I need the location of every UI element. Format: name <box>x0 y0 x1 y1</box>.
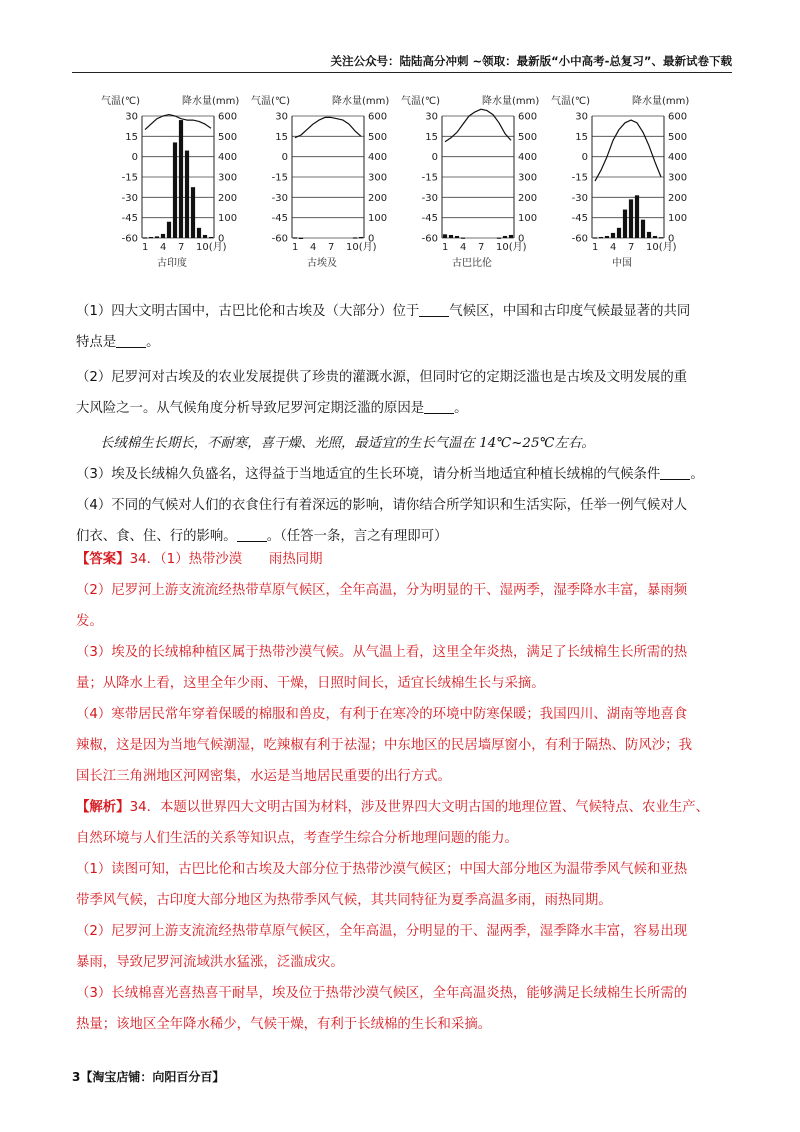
answer-tag: 【答案】 <box>76 552 130 567</box>
precip-tick-label: 100 <box>668 213 688 225</box>
q1-blank-2 <box>116 333 146 348</box>
precip-tick-label: 300 <box>218 172 238 184</box>
precip-tick-label: 300 <box>518 172 538 184</box>
temp-tick-label: 15 <box>575 131 588 143</box>
month-tick-label: 4 <box>460 242 467 253</box>
precip-tick-label: 0 <box>668 233 675 245</box>
temp-tick-label: -45 <box>121 213 138 225</box>
temp-tick-label: -15 <box>271 172 288 184</box>
month-tick-label: 7 <box>628 242 635 253</box>
month-tick-label: 1 <box>292 242 299 253</box>
temp-tick-label: 30 <box>575 111 588 123</box>
precip-tick-label: 600 <box>518 111 538 123</box>
temp-tick-label: 0 <box>281 152 288 164</box>
temp-tick-label: -60 <box>421 233 438 245</box>
precipitation-bar <box>173 142 177 238</box>
precipitation-axis-label: 降水量(mm) <box>632 96 690 107</box>
precip-tick-label: 0 <box>218 233 225 245</box>
analysis-1-line-1: （1）读图可知，古巴比伦和古埃及大部分位于热带沙漠气候区；中国大部分地区为温带季风气候和亚热 <box>76 862 688 877</box>
q1-text-end: 。 <box>146 335 160 350</box>
precip-tick-label: 500 <box>668 131 688 143</box>
answer-4-line-2: 辣椒，这是因为当地气候潮湿，吃辣椒有利于祛湿；中东地区的民居墙厚窗小，有利于隔热、防风沙；我 <box>76 738 692 753</box>
precip-tick-label: 200 <box>668 192 688 204</box>
analysis-line-1 <box>76 792 736 823</box>
precipitation-bar <box>293 237 297 238</box>
precipitation-bar <box>659 237 663 238</box>
temp-tick-label: 30 <box>275 111 288 123</box>
temperature-axis-label: 气温(℃) <box>250 96 290 107</box>
precipitation-bar <box>191 187 195 238</box>
analysis-1-line-2: 带季风气候，古印度大部分地区为热带季风气候，其共同特征为夏季高温多雨，雨热同期。 <box>76 893 612 908</box>
month-tick-label: 4 <box>160 242 167 253</box>
q4-blank <box>237 527 267 542</box>
month-tick-label: 4 <box>310 242 317 253</box>
precipitation-bar <box>593 237 597 238</box>
question-1-line-1 <box>76 296 736 327</box>
precipitation-bar <box>443 234 447 238</box>
answer-3-line-1: （3）埃及的长绒棉种植区属于热带沙漠气候。从气温上看，这里全年炎热，满足了长绒棉生长所需的热 <box>76 645 688 660</box>
precipitation-bar <box>611 233 615 238</box>
precipitation-bar <box>197 228 201 238</box>
temperature-line <box>295 117 361 137</box>
precipitation-bar <box>149 237 153 238</box>
temp-tick-label: -15 <box>571 172 588 184</box>
analysis-section <box>76 792 736 1040</box>
precipitation-bar <box>497 238 501 239</box>
month-tick-label: 7 <box>178 242 185 253</box>
q1-blank-1 <box>419 302 449 317</box>
temperature-axis-label: 气温(℃) <box>550 96 590 107</box>
answer-4-line-1: （4）寒带居民常年穿着保暖的棉服和兽皮，有利于在寒冷的环境中防寒保暖；我国四川、湖南等地喜食 <box>76 707 688 722</box>
analysis-text-1: 34．本题以世界四大文明古国为材料，涉及世界四大文明古国的地理位置、气候特点、农业生产、 <box>129 800 710 815</box>
precip-tick-label: 400 <box>218 152 238 164</box>
page-footer <box>72 1068 224 1085</box>
answer-3-line-2: 量；从降水上看，这里全年少雨、干燥，日照时间长，适宜长绒棉生长与采摘。 <box>76 676 545 691</box>
analysis-line-2: 自然环境与人们生活的关系等知识点，考查学生综合分析地理问题的能力。 <box>76 831 518 846</box>
precipitation-bar <box>599 237 603 238</box>
precip-tick-label: 400 <box>518 152 538 164</box>
temp-tick-label: -60 <box>571 233 588 245</box>
precipitation-bar <box>359 237 363 238</box>
temp-tick-label: 0 <box>131 152 138 164</box>
precipitation-bar <box>455 236 459 238</box>
precipitation-bar <box>635 195 639 238</box>
question-4-line-1: （4）不同的气候对人们的衣食住行有着深远的影响，请你结合所学知识和生活实际，任举一例气候对人 <box>76 498 688 513</box>
q2-blank <box>424 399 454 414</box>
precipitation-bar <box>653 236 657 238</box>
analysis-tag: 【解析】 <box>76 800 130 815</box>
question-2-line-2 <box>76 393 736 424</box>
month-tick-label: 10(月) <box>196 242 227 253</box>
precip-tick-label: 600 <box>668 111 688 123</box>
temp-tick-label: -15 <box>121 172 138 184</box>
answer-2-line-1: （2）尼罗河上游支流流经热带草原气候区，全年高温，分为明显的干、湿两季，湿季降水丰富，暴雨频 <box>76 583 688 598</box>
temp-tick-label: 0 <box>431 152 438 164</box>
precip-tick-label: 300 <box>668 172 688 184</box>
question-3 <box>76 459 736 490</box>
month-tick-label: 1 <box>592 242 599 253</box>
precipitation-bar <box>509 235 513 238</box>
chart-china <box>546 86 694 276</box>
precipitation-bar <box>629 199 633 238</box>
precipitation-bar <box>155 236 159 238</box>
chart-title: 古印度 <box>157 258 187 269</box>
temp-tick-label: -60 <box>271 233 288 245</box>
temp-tick-label: 30 <box>125 111 138 123</box>
precipitation-bar <box>641 220 645 238</box>
precipitation-bar <box>179 120 183 238</box>
chart-svg-2 <box>396 86 544 276</box>
precip-tick-label: 600 <box>368 111 388 123</box>
precipitation-bar <box>209 237 213 238</box>
q1-text-b: 气候区，中国和古印度气候最显著的共同 <box>449 304 691 319</box>
temp-tick-label: -45 <box>271 213 288 225</box>
material-note: 长绒棉生长期长，不耐寒，喜干燥、光照，最适宜的生长气温在 14℃~25℃左右。 <box>100 436 595 451</box>
precipitation-bar <box>623 210 627 238</box>
precipitation-bar <box>161 234 165 238</box>
q3-text-end: 。 <box>690 467 704 482</box>
precip-tick-label: 100 <box>218 213 238 225</box>
chart-ancient-india <box>96 86 244 276</box>
footer-text: 3【淘宝店铺：向阳百分百】 <box>72 1070 225 1084</box>
month-tick-label: 4 <box>610 242 617 253</box>
precipitation-bar <box>167 222 171 238</box>
q3-text: （3）埃及长绒棉久负盛名，这得益于当地适宜的生长环境，请分析当地适宜种植长绒棉的气候条件 <box>76 467 661 482</box>
precip-tick-label: 100 <box>518 213 538 225</box>
temp-tick-label: -45 <box>571 213 588 225</box>
chart-svg-1 <box>246 86 394 276</box>
chart-title: 古巴比伦 <box>452 258 492 269</box>
precip-tick-label: 600 <box>218 111 238 123</box>
analysis-2-line-1: （2）尼罗河上游支流流经热带草原气候区，全年高温，分明显的干、湿两季，湿季降水丰富，容易出现 <box>76 924 688 939</box>
chart-ancient-babylon <box>396 86 544 276</box>
month-tick-label: 7 <box>328 242 335 253</box>
precip-tick-label: 400 <box>368 152 388 164</box>
precipitation-bar <box>143 237 147 238</box>
chart-ancient-egypt <box>246 86 394 276</box>
temp-tick-label: -30 <box>571 192 588 204</box>
temperature-axis-label: 气温(℃) <box>400 96 440 107</box>
precipitation-bar <box>185 151 189 238</box>
page-header <box>72 52 732 73</box>
month-tick-label: 1 <box>142 242 149 253</box>
precip-tick-label: 500 <box>218 131 238 143</box>
q4-text-b: 们衣、食、住、行的影响。 <box>76 529 237 544</box>
temp-tick-label: -15 <box>421 172 438 184</box>
precip-tick-label: 100 <box>368 213 388 225</box>
temp-tick-label: -30 <box>121 192 138 204</box>
precip-tick-label: 0 <box>368 233 375 245</box>
q2-text-b: 大风险之一。从气候角度分析导致尼罗河定期泛滥的原因是 <box>76 401 425 416</box>
temp-tick-label: 0 <box>581 152 588 164</box>
precipitation-bar <box>605 236 609 238</box>
month-tick-label: 10(月) <box>346 242 377 253</box>
temp-tick-label: 15 <box>125 131 138 143</box>
precipitation-bar <box>299 238 303 239</box>
answer-section <box>76 544 736 792</box>
precip-tick-label: 500 <box>518 131 538 143</box>
question-2-line-1: （2）尼罗河对古埃及的农业发展提供了珍贵的灌溉水源，但同时它的定期泛滥也是古埃及文明发展的重 <box>76 370 688 385</box>
precip-tick-label: 200 <box>518 192 538 204</box>
precipitation-axis-label: 降水量(mm) <box>482 96 540 107</box>
month-tick-label: 10(月) <box>646 242 677 253</box>
precip-tick-label: 200 <box>368 192 388 204</box>
month-tick-label: 10(月) <box>496 242 527 253</box>
temperature-line <box>445 109 511 142</box>
month-tick-label: 1 <box>442 242 449 253</box>
chart-svg-0 <box>96 86 244 276</box>
chart-title: 古埃及 <box>307 258 337 269</box>
answer-line-1 <box>76 544 736 575</box>
precipitation-bar <box>203 235 207 238</box>
precipitation-bar <box>503 236 507 238</box>
q3-blank <box>660 465 690 480</box>
temperature-axis-label: 气温(℃) <box>100 96 140 107</box>
month-tick-label: 7 <box>478 242 485 253</box>
precipitation-axis-label: 降水量(mm) <box>332 96 390 107</box>
header-text: 关注公众号：陆陆高分冲刺 ~领取：最新版“小中高考-总复习”、最新试卷下载 <box>330 54 732 68</box>
analysis-3-line-1: （3）长绒棉喜光喜热喜干耐旱，埃及位于热带沙漠气候区，全年高温炎热，能够满足长绒棉生长所需的 <box>76 986 688 1001</box>
answer-4-line-3: 国长江三角洲地区河网密集，水运是当地居民重要的出行方式。 <box>76 769 451 784</box>
questions-section <box>76 296 736 552</box>
answer-2-line-2: 发。 <box>76 614 103 629</box>
precipitation-bar <box>449 235 453 238</box>
temp-tick-label: -30 <box>421 192 438 204</box>
temperature-line <box>145 115 211 130</box>
answer-text-1: 34．（1）热带沙漠 雨热同期 <box>129 552 323 567</box>
precip-tick-label: 0 <box>518 233 525 245</box>
precip-tick-label: 400 <box>668 152 688 164</box>
temperature-line <box>595 120 661 181</box>
precip-tick-label: 200 <box>218 192 238 204</box>
precip-tick-label: 300 <box>368 172 388 184</box>
climate-charts <box>96 86 736 276</box>
temp-tick-label: 30 <box>425 111 438 123</box>
chart-svg-3 <box>546 86 694 276</box>
precip-tick-label: 500 <box>368 131 388 143</box>
temp-tick-label: -30 <box>271 192 288 204</box>
q1-text-c: 特点是 <box>76 335 117 350</box>
q4-text-end: 。（任答一条，言之有理即可） <box>266 529 448 544</box>
precipitation-bar <box>617 228 621 238</box>
precipitation-bar <box>647 232 651 238</box>
temp-tick-label: -60 <box>121 233 138 245</box>
precipitation-bar <box>353 237 357 238</box>
chart-title: 中国 <box>612 258 632 269</box>
precipitation-axis-label: 降水量(mm) <box>182 96 240 107</box>
question-1-line-2 <box>76 327 736 358</box>
q1-text-a: （1）四大文明古国中，古巴比伦和古埃及（大部分）位于 <box>76 304 420 319</box>
temp-tick-label: -45 <box>421 213 438 225</box>
precipitation-bar <box>461 238 465 239</box>
q2-text-end: 。 <box>454 401 468 416</box>
analysis-3-line-2: 热量；该地区全年降水稀少，气候干燥，有利于长绒棉的生长和采摘。 <box>76 1017 492 1032</box>
temp-tick-label: 15 <box>275 131 288 143</box>
analysis-2-line-2: 暴雨，导致尼罗河流域洪水猛涨，泛滥成灾。 <box>76 955 344 970</box>
temp-tick-label: 15 <box>425 131 438 143</box>
